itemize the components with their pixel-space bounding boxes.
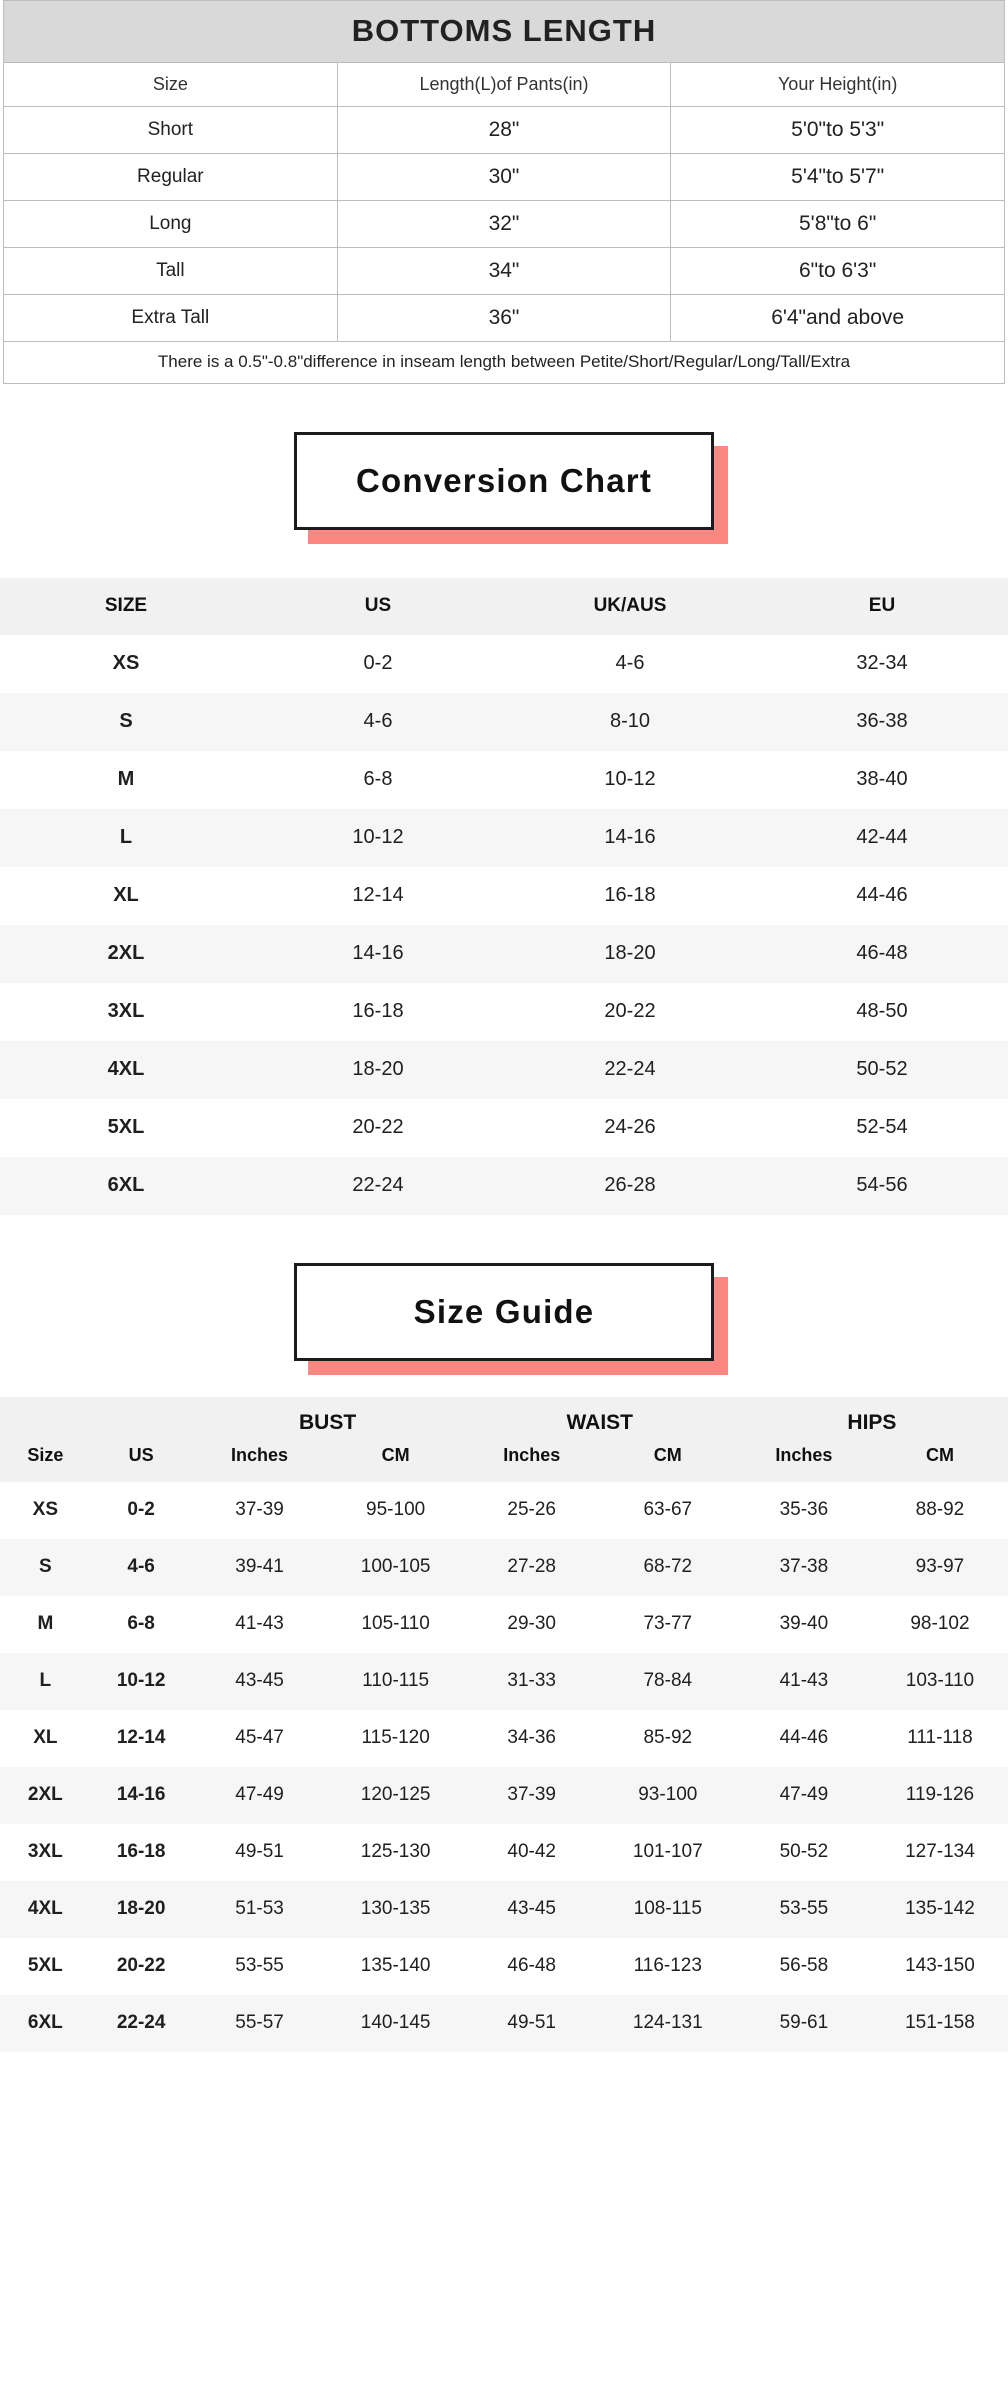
cell-hips-inches: 47-49 [736,1767,872,1824]
group-waist: WAIST [464,1397,736,1439]
cell-hips-cm: 111-118 [872,1710,1008,1767]
conversion-header-size: SIZE [0,578,252,635]
size-guide-sub-header-row [0,1439,1008,1482]
cell-eu: 32-34 [756,635,1008,693]
size-guide-group-header-row [0,1397,1008,1439]
size-guide-table [0,1397,1008,2052]
cell-bust-cm: 105-110 [328,1596,464,1653]
cell-bust-inches: 53-55 [192,1938,328,1995]
cell-waist-cm: 124-131 [600,1995,736,2052]
size-guide-title: Size Guide [413,1293,595,1330]
table-row [0,1157,1008,1215]
cell-hips-inches: 37-38 [736,1539,872,1596]
table-row [0,1653,1008,1710]
cell-us: 10-12 [252,809,504,867]
cell-waist-inches: 34-36 [464,1710,600,1767]
cell-eu: 46-48 [756,925,1008,983]
table-row [4,295,1005,342]
group-blank-us [91,1397,192,1439]
table-row [4,107,1005,154]
cell-us: 16-18 [252,983,504,1041]
bottoms-length-section [0,0,1008,384]
cell-size: 3XL [0,983,252,1041]
conversion-header-us: US [252,578,504,635]
cell-us: 18-20 [252,1041,504,1099]
cell-size: M [0,1596,91,1653]
cell-waist-inches: 43-45 [464,1881,600,1938]
cell-hips-cm: 143-150 [872,1938,1008,1995]
cell-length: 30" [337,154,671,201]
cell-size: Short [4,107,338,154]
cell-us: 6-8 [91,1596,192,1653]
cell-size: S [0,693,252,751]
sub-hips-inches: Inches [736,1439,872,1482]
cell-size: 3XL [0,1824,91,1881]
cell-waist-inches: 31-33 [464,1653,600,1710]
cell-size: 5XL [0,1938,91,1995]
cell-height: 6"to 6'3" [671,248,1005,295]
cell-hips-cm: 135-142 [872,1881,1008,1938]
cell-hips-cm: 93-97 [872,1539,1008,1596]
table-row [0,925,1008,983]
cell-size: XL [0,867,252,925]
table-row [0,983,1008,1041]
cell-us: 14-16 [91,1767,192,1824]
cell-hips-inches: 53-55 [736,1881,872,1938]
cell-bust-inches: 55-57 [192,1995,328,2052]
cell-size: Long [4,201,338,248]
cell-us: 22-24 [91,1995,192,2052]
cell-eu: 38-40 [756,751,1008,809]
cell-hips-cm: 119-126 [872,1767,1008,1824]
cell-bust-cm: 115-120 [328,1710,464,1767]
cell-waist-cm: 108-115 [600,1881,736,1938]
cell-bust-cm: 100-105 [328,1539,464,1596]
cell-ukaus: 24-26 [504,1099,756,1157]
cell-size: 6XL [0,1157,252,1215]
cell-size: S [0,1539,91,1596]
cell-us: 12-14 [91,1710,192,1767]
banner-box [294,1263,714,1361]
table-row [0,1596,1008,1653]
cell-us: 12-14 [252,867,504,925]
cell-waist-cm: 85-92 [600,1710,736,1767]
sub-us: US [91,1439,192,1482]
cell-eu: 36-38 [756,693,1008,751]
sub-waist-cm: CM [600,1439,736,1482]
cell-size: XL [0,1710,91,1767]
cell-bust-cm: 95-100 [328,1482,464,1539]
cell-waist-cm: 78-84 [600,1653,736,1710]
cell-hips-inches: 56-58 [736,1938,872,1995]
table-row [0,635,1008,693]
table-row [0,1041,1008,1099]
table-row [4,201,1005,248]
cell-size: Extra Tall [4,295,338,342]
cell-length: 28" [337,107,671,154]
cell-us: 10-12 [91,1653,192,1710]
cell-waist-cm: 93-100 [600,1767,736,1824]
table-row [0,809,1008,867]
cell-us: 20-22 [252,1099,504,1157]
bottoms-title: BOTTOMS LENGTH [4,1,1005,63]
conversion-header-ukaus: UK/AUS [504,578,756,635]
cell-us: 0-2 [252,635,504,693]
cell-waist-inches: 46-48 [464,1938,600,1995]
cell-eu: 54-56 [756,1157,1008,1215]
cell-bust-inches: 37-39 [192,1482,328,1539]
cell-length: 34" [337,248,671,295]
cell-size: XS [0,635,252,693]
sub-bust-inches: Inches [192,1439,328,1482]
bottoms-title-row [4,1,1005,63]
cell-eu: 50-52 [756,1041,1008,1099]
cell-us: 14-16 [252,925,504,983]
cell-size: L [0,1653,91,1710]
cell-size: 4XL [0,1881,91,1938]
cell-us: 4-6 [252,693,504,751]
cell-waist-inches: 27-28 [464,1539,600,1596]
cell-ukaus: 8-10 [504,693,756,751]
cell-waist-inches: 40-42 [464,1824,600,1881]
bottoms-header-height: Your Height(in) [671,63,1005,107]
cell-us: 4-6 [91,1539,192,1596]
table-row [0,1824,1008,1881]
table-row [0,1881,1008,1938]
cell-size: Regular [4,154,338,201]
cell-waist-cm: 101-107 [600,1824,736,1881]
cell-waist-cm: 68-72 [600,1539,736,1596]
conversion-header-row [0,578,1008,635]
cell-size: 5XL [0,1099,252,1157]
cell-waist-inches: 25-26 [464,1482,600,1539]
cell-bust-cm: 120-125 [328,1767,464,1824]
cell-ukaus: 16-18 [504,867,756,925]
bottoms-header-length: Length(L)of Pants(in) [337,63,671,107]
banner-box [294,432,714,530]
bottoms-length-table [3,0,1005,384]
cell-ukaus: 18-20 [504,925,756,983]
cell-bust-inches: 45-47 [192,1710,328,1767]
bottoms-note-row [4,342,1005,384]
cell-us: 18-20 [91,1881,192,1938]
cell-us: 22-24 [252,1157,504,1215]
cell-us: 16-18 [91,1824,192,1881]
conversion-chart-title: Conversion Chart [355,462,653,499]
cell-size: 2XL [0,1767,91,1824]
sub-hips-cm: CM [872,1439,1008,1482]
cell-waist-cm: 63-67 [600,1482,736,1539]
group-blank-size [0,1397,91,1439]
cell-bust-cm: 125-130 [328,1824,464,1881]
bottoms-header-size: Size [4,63,338,107]
cell-ukaus: 22-24 [504,1041,756,1099]
cell-length: 36" [337,295,671,342]
cell-waist-cm: 73-77 [600,1596,736,1653]
cell-waist-inches: 49-51 [464,1995,600,2052]
table-row [0,751,1008,809]
table-row [0,1938,1008,1995]
cell-bust-inches: 43-45 [192,1653,328,1710]
cell-hips-cm: 151-158 [872,1995,1008,2052]
cell-hips-inches: 35-36 [736,1482,872,1539]
table-row [0,1099,1008,1157]
sub-size: Size [0,1439,91,1482]
cell-bust-cm: 135-140 [328,1938,464,1995]
table-row [0,1767,1008,1824]
cell-bust-inches: 41-43 [192,1596,328,1653]
cell-eu: 44-46 [756,867,1008,925]
group-bust: BUST [192,1397,464,1439]
cell-waist-inches: 29-30 [464,1596,600,1653]
cell-size: 4XL [0,1041,252,1099]
cell-eu: 52-54 [756,1099,1008,1157]
cell-ukaus: 4-6 [504,635,756,693]
conversion-chart-banner [0,432,1008,530]
bottoms-header-row [4,63,1005,107]
cell-bust-inches: 47-49 [192,1767,328,1824]
cell-hips-cm: 88-92 [872,1482,1008,1539]
cell-ukaus: 26-28 [504,1157,756,1215]
cell-bust-inches: 51-53 [192,1881,328,1938]
table-row [0,867,1008,925]
table-row [4,248,1005,295]
cell-ukaus: 20-22 [504,983,756,1041]
table-row [0,693,1008,751]
bottoms-note: There is a 0.5"-0.8"difference in inseam length between Petite/Short/Regular/Long/Tall/Extra [4,342,1005,384]
size-guide-banner [0,1263,1008,1361]
cell-bust-inches: 49-51 [192,1824,328,1881]
cell-size: M [0,751,252,809]
table-row [0,1710,1008,1767]
cell-size: Tall [4,248,338,295]
cell-waist-cm: 116-123 [600,1938,736,1995]
table-row [0,1995,1008,2052]
cell-hips-inches: 50-52 [736,1824,872,1881]
cell-height: 5'4"to 5'7" [671,154,1005,201]
cell-bust-cm: 140-145 [328,1995,464,2052]
conversion-table [0,578,1008,1215]
sub-waist-inches: Inches [464,1439,600,1482]
conversion-header-eu: EU [756,578,1008,635]
cell-us: 0-2 [91,1482,192,1539]
cell-ukaus: 10-12 [504,751,756,809]
sub-bust-cm: CM [328,1439,464,1482]
cell-hips-cm: 127-134 [872,1824,1008,1881]
cell-hips-inches: 41-43 [736,1653,872,1710]
cell-hips-cm: 98-102 [872,1596,1008,1653]
cell-hips-cm: 103-110 [872,1653,1008,1710]
table-row [0,1539,1008,1596]
table-row [4,154,1005,201]
cell-us: 6-8 [252,751,504,809]
cell-hips-inches: 39-40 [736,1596,872,1653]
cell-eu: 48-50 [756,983,1008,1041]
group-hips: HIPS [736,1397,1008,1439]
cell-height: 5'8"to 6" [671,201,1005,248]
cell-height: 6'4"and above [671,295,1005,342]
cell-hips-inches: 44-46 [736,1710,872,1767]
cell-size: L [0,809,252,867]
table-row [0,1482,1008,1539]
cell-bust-inches: 39-41 [192,1539,328,1596]
cell-bust-cm: 110-115 [328,1653,464,1710]
cell-hips-inches: 59-61 [736,1995,872,2052]
cell-us: 20-22 [91,1938,192,1995]
cell-ukaus: 14-16 [504,809,756,867]
cell-length: 32" [337,201,671,248]
cell-size: 6XL [0,1995,91,2052]
cell-size: 2XL [0,925,252,983]
cell-height: 5'0"to 5'3" [671,107,1005,154]
cell-bust-cm: 130-135 [328,1881,464,1938]
cell-eu: 42-44 [756,809,1008,867]
cell-size: XS [0,1482,91,1539]
cell-waist-inches: 37-39 [464,1767,600,1824]
